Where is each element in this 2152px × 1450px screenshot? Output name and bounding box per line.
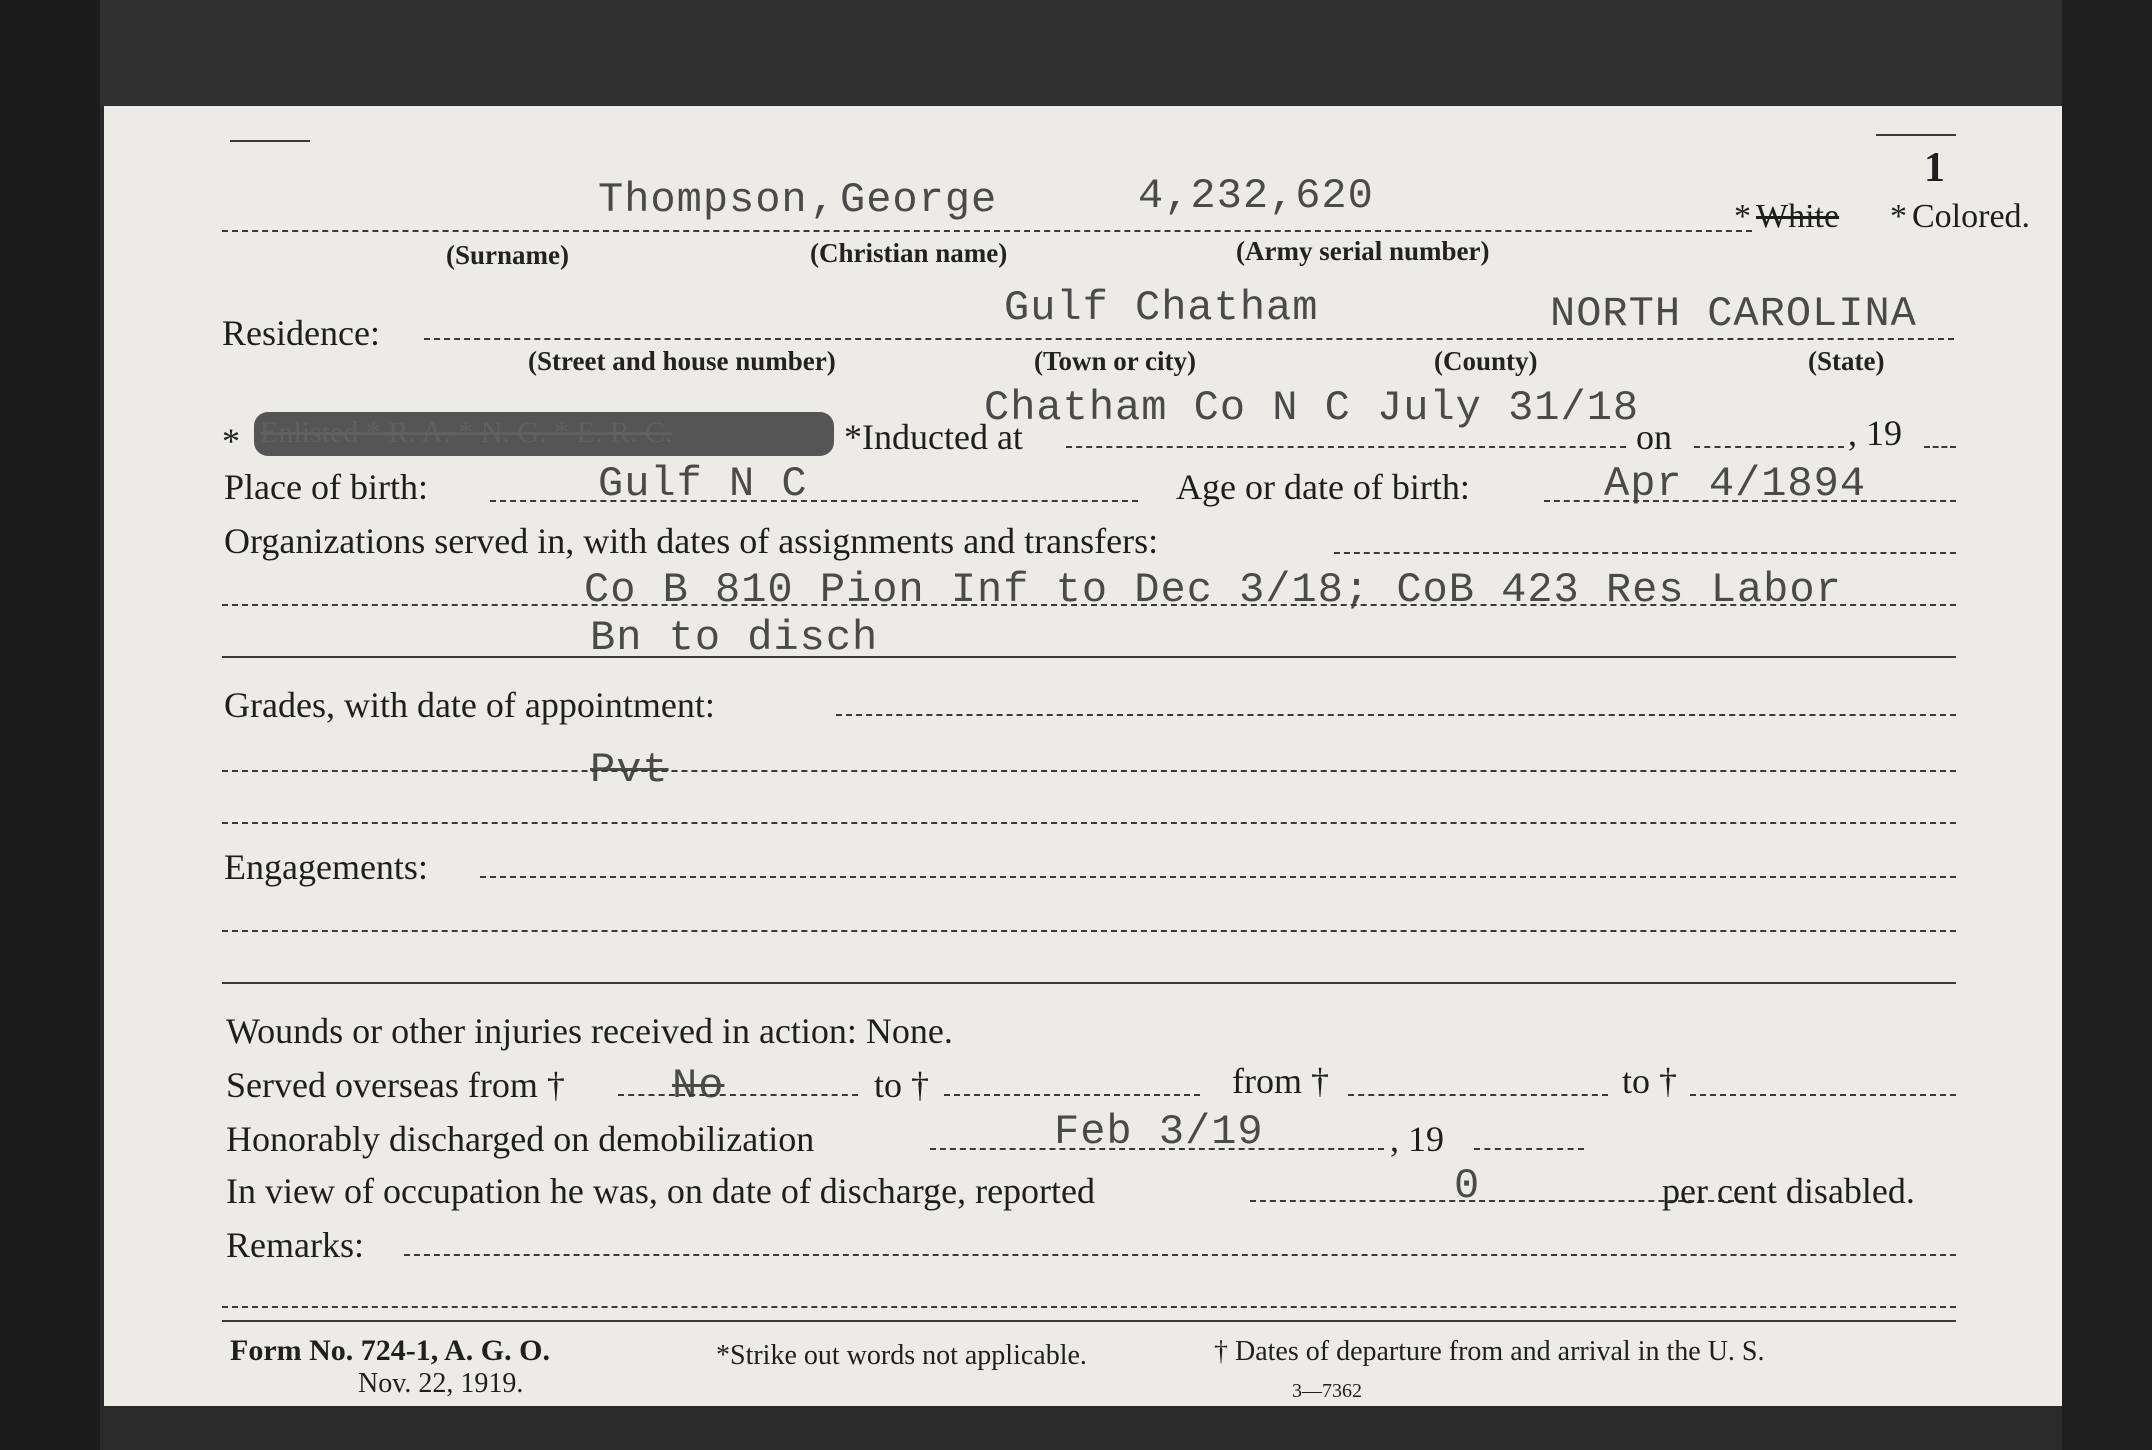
caption-serial-number: (Army serial number) bbox=[1236, 236, 1490, 266]
overseas-to-label: to † bbox=[874, 1065, 930, 1105]
footer-divider bbox=[222, 1320, 1956, 1322]
top-left-rule bbox=[230, 140, 310, 142]
race-colored: Colored. bbox=[1912, 198, 2031, 235]
grades-line-2 bbox=[222, 822, 1956, 824]
overseas-from2-label: from † bbox=[1232, 1061, 1329, 1101]
wounds-label: Wounds or other injuries received in action: None. bbox=[226, 1011, 953, 1051]
caption-state: (State) bbox=[1808, 346, 1885, 376]
caption-county: (County) bbox=[1434, 346, 1538, 376]
service-record-card bbox=[104, 106, 2062, 1406]
name-comma: , bbox=[810, 176, 837, 224]
disability-label: In view of occupation he was, on date of discharge, reported bbox=[226, 1171, 1096, 1211]
footer-form-number: Form No. 724-1, A. G. O. bbox=[230, 1334, 550, 1367]
race-white-struck: White bbox=[1756, 198, 1840, 235]
engagements-line-0 bbox=[480, 876, 1956, 878]
surname-value: Thompson bbox=[598, 176, 808, 224]
age-line bbox=[1544, 500, 1956, 502]
inducted-at-value: Chatham Co N C July 31/18 bbox=[984, 384, 1640, 432]
grades-label: Grades, with date of appointment: bbox=[224, 685, 715, 725]
overseas-from2-line bbox=[1348, 1094, 1608, 1096]
enlisted-options-struck: Enlisted * R. A. * N. G. * E. R. C. bbox=[260, 416, 673, 449]
engagements-line-2 bbox=[222, 982, 1956, 984]
scan-background-left bbox=[0, 0, 100, 1450]
inducted-line bbox=[1066, 446, 1626, 448]
discharge-line bbox=[930, 1148, 1384, 1150]
organizations-line-0 bbox=[1334, 552, 1956, 554]
place-of-birth-line bbox=[490, 500, 1138, 502]
race-star-1: * bbox=[1734, 198, 1751, 235]
overseas-from-line bbox=[618, 1094, 858, 1096]
residence-line bbox=[424, 338, 1954, 340]
discharge-label: Honorably discharged on demobilization bbox=[226, 1119, 815, 1159]
remarks-line-0 bbox=[404, 1254, 1956, 1256]
footer-print-code: 3—7362 bbox=[1292, 1380, 1362, 1402]
scan-background-top bbox=[0, 0, 2152, 105]
overseas-to2-label: to † bbox=[1622, 1061, 1678, 1101]
overseas-from-label: Served overseas from † bbox=[226, 1065, 565, 1105]
engagements-line-1 bbox=[222, 930, 1956, 932]
top-right-rule bbox=[1876, 134, 1956, 136]
grades-value: Pvt bbox=[590, 746, 669, 794]
caption-surname: (Surname) bbox=[446, 240, 569, 270]
overseas-to2-line bbox=[1690, 1094, 1956, 1096]
overseas-from-value: No bbox=[672, 1062, 725, 1110]
discharge-year-line bbox=[1474, 1148, 1584, 1150]
overseas-to-line bbox=[944, 1094, 1200, 1096]
footer-dates-note: † Dates of departure from and arrival in the U. S. bbox=[1214, 1336, 1765, 1367]
place-of-birth-value: Gulf N C bbox=[598, 460, 808, 508]
grades-line-1 bbox=[222, 770, 1956, 772]
christian-name-value: George bbox=[840, 176, 998, 224]
inducted-on-line bbox=[1694, 446, 1844, 448]
enlisted-star: * bbox=[222, 421, 240, 461]
caption-street: (Street and house number) bbox=[528, 346, 836, 376]
race-star-2: * bbox=[1890, 198, 1907, 235]
inducted-year-prefix: , 19 bbox=[1848, 413, 1902, 453]
footer-form-date: Nov. 22, 1919. bbox=[358, 1368, 524, 1399]
inducted-at-label: *Inducted at bbox=[844, 417, 1023, 457]
discharge-value: Feb 3/19 bbox=[1054, 1108, 1264, 1156]
remarks-line-1 bbox=[222, 1306, 1956, 1308]
scan-background-right bbox=[2062, 0, 2152, 1450]
caption-town: (Town or city) bbox=[1034, 346, 1196, 376]
footer-strike-note: *Strike out words not applicable. bbox=[716, 1340, 1087, 1371]
grades-line-0 bbox=[836, 714, 1956, 716]
remarks-label: Remarks: bbox=[226, 1225, 364, 1265]
residence-state: NORTH CAROLINA bbox=[1550, 290, 1917, 338]
caption-christian-name: (Christian name) bbox=[810, 238, 1008, 268]
disability-value: 0 bbox=[1454, 1162, 1481, 1210]
place-of-birth-label: Place of birth: bbox=[224, 467, 428, 507]
serial-number-value: 4,232,620 bbox=[1138, 172, 1374, 220]
organizations-value-line2: Bn to disch bbox=[590, 614, 879, 662]
organizations-value-line1: Co B 810 Pion Inf to Dec 3/18; CoB 423 Res Labor bbox=[584, 566, 1842, 614]
age-value: Apr 4/1894 bbox=[1604, 460, 1867, 508]
organizations-line-2 bbox=[222, 656, 1956, 658]
residence-town-county: Gulf Chatham bbox=[1004, 284, 1319, 332]
card-number: 1 bbox=[1924, 145, 1945, 191]
age-label: Age or date of birth: bbox=[1176, 467, 1470, 507]
inducted-on-label: on bbox=[1636, 417, 1672, 457]
inducted-year-line bbox=[1924, 446, 1956, 448]
disability-suffix: per cent disabled. bbox=[1662, 1171, 1915, 1211]
engagements-label: Engagements: bbox=[224, 847, 428, 887]
organizations-label: Organizations served in, with dates of assignments and transfers: bbox=[224, 521, 1159, 561]
name-line bbox=[222, 230, 1752, 232]
discharge-year-prefix: , 19 bbox=[1390, 1119, 1444, 1159]
organizations-line-1 bbox=[222, 604, 1956, 606]
residence-label: Residence: bbox=[222, 313, 380, 353]
